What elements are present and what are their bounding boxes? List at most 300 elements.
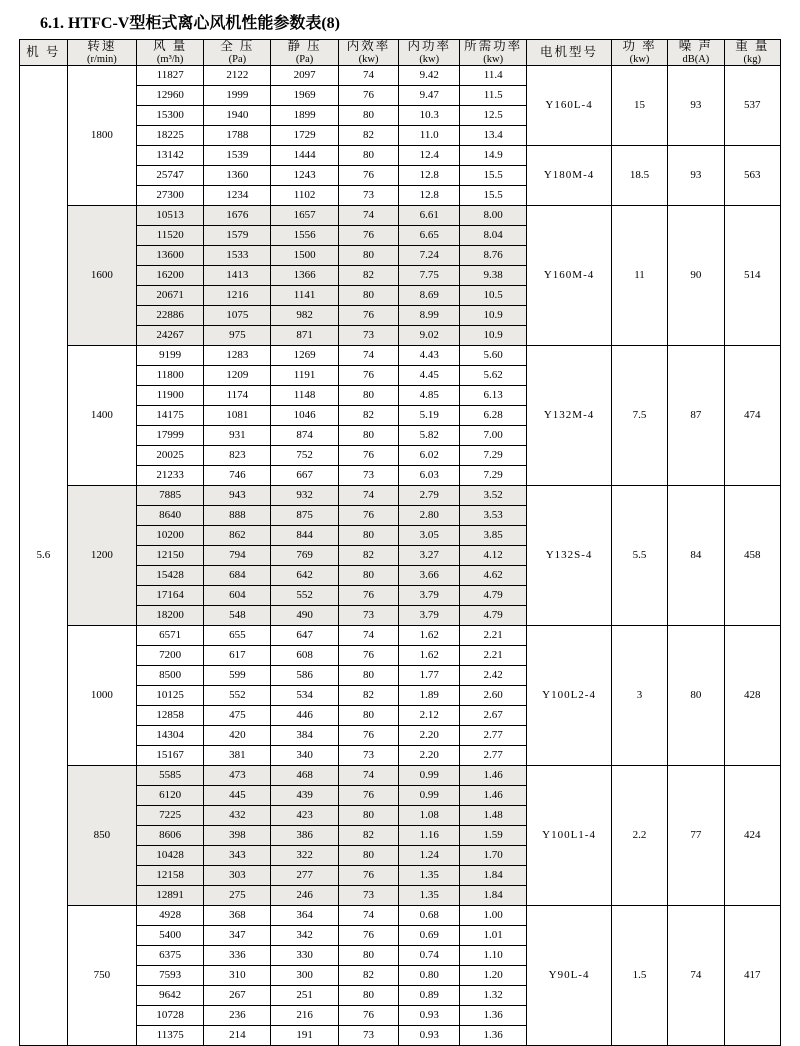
cell-noise: 74 bbox=[668, 906, 724, 1046]
cell-weight: 424 bbox=[724, 766, 780, 906]
cell-required-power: 15.5 bbox=[460, 166, 527, 186]
cell-total-pressure: 684 bbox=[204, 566, 271, 586]
cell-total-pressure: 746 bbox=[204, 466, 271, 486]
cell-internal-power: 4.43 bbox=[399, 346, 460, 366]
header-cell-internal-power bbox=[399, 40, 460, 66]
cell-internal-efficiency: 80 bbox=[338, 566, 399, 586]
cell-internal-efficiency: 80 bbox=[338, 706, 399, 726]
cell-internal-power: 2.20 bbox=[399, 746, 460, 766]
cell-static-pressure: 534 bbox=[271, 686, 338, 706]
cell-total-pressure: 931 bbox=[204, 426, 271, 446]
cell-motor-model: Y100L2-4 bbox=[527, 626, 612, 766]
cell-required-power: 10.9 bbox=[460, 326, 527, 346]
cell-required-power: 12.5 bbox=[460, 106, 527, 126]
cell-internal-efficiency: 74 bbox=[338, 766, 399, 786]
cell-required-power: 3.85 bbox=[460, 526, 527, 546]
cell-total-pressure: 552 bbox=[204, 686, 271, 706]
cell-internal-efficiency: 74 bbox=[338, 346, 399, 366]
cell-required-power: 1.70 bbox=[460, 846, 527, 866]
cell-total-pressure: 1234 bbox=[204, 186, 271, 206]
cell-internal-power: 7.75 bbox=[399, 266, 460, 286]
cell-noise: 90 bbox=[668, 206, 724, 346]
cell-weight: 474 bbox=[724, 346, 780, 486]
table-row bbox=[20, 626, 781, 646]
cell-static-pressure: 932 bbox=[271, 486, 338, 506]
cell-internal-efficiency: 80 bbox=[338, 106, 399, 126]
cell-speed: 850 bbox=[67, 766, 136, 906]
cell-internal-efficiency: 76 bbox=[338, 1006, 399, 1026]
cell-internal-efficiency: 73 bbox=[338, 186, 399, 206]
cell-total-pressure: 975 bbox=[204, 326, 271, 346]
cell-required-power: 7.29 bbox=[460, 446, 527, 466]
cell-static-pressure: 982 bbox=[271, 306, 338, 326]
header-cell-airflow bbox=[137, 40, 204, 66]
header-cell-noise bbox=[668, 40, 724, 66]
cell-internal-efficiency: 80 bbox=[338, 246, 399, 266]
cell-total-pressure: 336 bbox=[204, 946, 271, 966]
cell-total-pressure: 368 bbox=[204, 906, 271, 926]
cell-required-power: 10.5 bbox=[460, 286, 527, 306]
cell-static-pressure: 423 bbox=[271, 806, 338, 826]
cell-internal-power: 4.85 bbox=[399, 386, 460, 406]
cell-airflow: 16200 bbox=[137, 266, 204, 286]
cell-internal-efficiency: 82 bbox=[338, 966, 399, 986]
cell-internal-efficiency: 76 bbox=[338, 866, 399, 886]
cell-motor-model: Y160L-4 bbox=[527, 66, 612, 146]
cell-internal-power: 8.99 bbox=[399, 306, 460, 326]
cell-static-pressure: 340 bbox=[271, 746, 338, 766]
cell-internal-efficiency: 76 bbox=[338, 446, 399, 466]
cell-internal-efficiency: 76 bbox=[338, 306, 399, 326]
cell-total-pressure: 236 bbox=[204, 1006, 271, 1026]
cell-required-power: 14.9 bbox=[460, 146, 527, 166]
cell-weight: 428 bbox=[724, 626, 780, 766]
cell-required-power: 6.28 bbox=[460, 406, 527, 426]
cell-airflow: 20025 bbox=[137, 446, 204, 466]
cell-motor-model: Y132M-4 bbox=[527, 346, 612, 486]
cell-motor-power: 3 bbox=[611, 626, 667, 766]
cell-internal-power: 6.02 bbox=[399, 446, 460, 466]
cell-total-pressure: 381 bbox=[204, 746, 271, 766]
cell-required-power: 1.01 bbox=[460, 926, 527, 946]
cell-speed: 1000 bbox=[67, 626, 136, 766]
cell-internal-power: 2.80 bbox=[399, 506, 460, 526]
cell-required-power: 3.53 bbox=[460, 506, 527, 526]
cell-required-power: 11.4 bbox=[460, 66, 527, 86]
cell-internal-efficiency: 73 bbox=[338, 886, 399, 906]
cell-required-power: 2.21 bbox=[460, 626, 527, 646]
cell-airflow: 6375 bbox=[137, 946, 204, 966]
header-cell-total-pressure bbox=[204, 40, 271, 66]
header-line2: (kw) bbox=[483, 54, 504, 66]
cell-internal-efficiency: 73 bbox=[338, 746, 399, 766]
table-header bbox=[20, 40, 781, 66]
cell-internal-efficiency: 74 bbox=[338, 626, 399, 646]
cell-motor-power: 5.5 bbox=[611, 486, 667, 626]
cell-static-pressure: 1729 bbox=[271, 126, 338, 146]
cell-static-pressure: 446 bbox=[271, 706, 338, 726]
cell-total-pressure: 1216 bbox=[204, 286, 271, 306]
cell-internal-power: 5.82 bbox=[399, 426, 460, 446]
cell-motor-power: 7.5 bbox=[611, 346, 667, 486]
cell-airflow: 24267 bbox=[137, 326, 204, 346]
cell-internal-efficiency: 82 bbox=[338, 686, 399, 706]
cell-airflow: 11520 bbox=[137, 226, 204, 246]
cell-internal-power: 0.93 bbox=[399, 1006, 460, 1026]
cell-static-pressure: 468 bbox=[271, 766, 338, 786]
cell-internal-efficiency: 76 bbox=[338, 86, 399, 106]
cell-static-pressure: 246 bbox=[271, 886, 338, 906]
cell-static-pressure: 608 bbox=[271, 646, 338, 666]
cell-internal-efficiency: 82 bbox=[338, 546, 399, 566]
cell-airflow: 6571 bbox=[137, 626, 204, 646]
cell-airflow: 11827 bbox=[137, 66, 204, 86]
cell-internal-power: 6.61 bbox=[399, 206, 460, 226]
cell-required-power: 4.62 bbox=[460, 566, 527, 586]
cell-static-pressure: 216 bbox=[271, 1006, 338, 1026]
cell-noise: 93 bbox=[668, 66, 724, 146]
cell-airflow: 8500 bbox=[137, 666, 204, 686]
header-line1: 静 压 bbox=[287, 39, 322, 53]
cell-noise: 87 bbox=[668, 346, 724, 486]
cell-speed: 750 bbox=[67, 906, 136, 1046]
cell-static-pressure: 874 bbox=[271, 426, 338, 446]
cell-required-power: 4.12 bbox=[460, 546, 527, 566]
cell-total-pressure: 1081 bbox=[204, 406, 271, 426]
cell-internal-power: 8.69 bbox=[399, 286, 460, 306]
cell-required-power: 6.13 bbox=[460, 386, 527, 406]
cell-total-pressure: 1940 bbox=[204, 106, 271, 126]
cell-internal-efficiency: 82 bbox=[338, 126, 399, 146]
table-body bbox=[20, 66, 781, 1046]
cell-static-pressure: 552 bbox=[271, 586, 338, 606]
cell-static-pressure: 1366 bbox=[271, 266, 338, 286]
cell-internal-power: 1.35 bbox=[399, 866, 460, 886]
cell-required-power: 9.38 bbox=[460, 266, 527, 286]
cell-airflow: 12150 bbox=[137, 546, 204, 566]
header-line2: (Pa) bbox=[228, 54, 247, 66]
cell-required-power: 11.5 bbox=[460, 86, 527, 106]
cell-airflow: 12960 bbox=[137, 86, 204, 106]
cell-static-pressure: 844 bbox=[271, 526, 338, 546]
cell-required-power: 2.21 bbox=[460, 646, 527, 666]
cell-motor-model: Y90L-4 bbox=[527, 906, 612, 1046]
cell-internal-power: 2.79 bbox=[399, 486, 460, 506]
cell-internal-efficiency: 80 bbox=[338, 666, 399, 686]
cell-static-pressure: 386 bbox=[271, 826, 338, 846]
cell-total-pressure: 1413 bbox=[204, 266, 271, 286]
cell-internal-power: 0.93 bbox=[399, 1026, 460, 1046]
cell-static-pressure: 251 bbox=[271, 986, 338, 1006]
cell-required-power: 1.46 bbox=[460, 786, 527, 806]
cell-internal-power: 7.24 bbox=[399, 246, 460, 266]
header-line1: 功 率 bbox=[622, 39, 657, 53]
cell-required-power: 2.67 bbox=[460, 706, 527, 726]
cell-total-pressure: 1174 bbox=[204, 386, 271, 406]
cell-airflow: 11375 bbox=[137, 1026, 204, 1046]
cell-airflow: 5400 bbox=[137, 926, 204, 946]
table-row bbox=[20, 906, 781, 926]
cell-internal-efficiency: 73 bbox=[338, 606, 399, 626]
table-row bbox=[20, 346, 781, 366]
cell-noise: 80 bbox=[668, 626, 724, 766]
cell-static-pressure: 1148 bbox=[271, 386, 338, 406]
cell-internal-efficiency: 73 bbox=[338, 1026, 399, 1046]
cell-total-pressure: 1676 bbox=[204, 206, 271, 226]
cell-total-pressure: 1579 bbox=[204, 226, 271, 246]
cell-motor-model: Y180M-4 bbox=[527, 146, 612, 206]
header-line1: 机 号 bbox=[26, 44, 61, 59]
header-cell-required-power bbox=[460, 40, 527, 66]
cell-internal-power: 2.20 bbox=[399, 726, 460, 746]
cell-airflow: 8606 bbox=[137, 826, 204, 846]
cell-total-pressure: 310 bbox=[204, 966, 271, 986]
cell-airflow: 18200 bbox=[137, 606, 204, 626]
cell-motor-model: Y100L1-4 bbox=[527, 766, 612, 906]
cell-airflow: 17999 bbox=[137, 426, 204, 446]
cell-airflow: 22886 bbox=[137, 306, 204, 326]
cell-airflow: 10728 bbox=[137, 1006, 204, 1026]
cell-airflow: 13142 bbox=[137, 146, 204, 166]
cell-airflow: 7593 bbox=[137, 966, 204, 986]
cell-static-pressure: 642 bbox=[271, 566, 338, 586]
cell-required-power: 15.5 bbox=[460, 186, 527, 206]
cell-static-pressure: 1243 bbox=[271, 166, 338, 186]
header-line2: (r/min) bbox=[87, 54, 117, 66]
header-line1: 重 量 bbox=[735, 39, 770, 53]
cell-internal-efficiency: 82 bbox=[338, 826, 399, 846]
cell-airflow: 11800 bbox=[137, 366, 204, 386]
cell-total-pressure: 1788 bbox=[204, 126, 271, 146]
cell-total-pressure: 617 bbox=[204, 646, 271, 666]
header-cell-static-pressure bbox=[271, 40, 338, 66]
cell-required-power: 7.29 bbox=[460, 466, 527, 486]
cell-total-pressure: 1999 bbox=[204, 86, 271, 106]
cell-static-pressure: 330 bbox=[271, 946, 338, 966]
cell-internal-power: 1.89 bbox=[399, 686, 460, 706]
cell-static-pressure: 1046 bbox=[271, 406, 338, 426]
table-row bbox=[20, 66, 781, 86]
cell-internal-power: 2.12 bbox=[399, 706, 460, 726]
cell-airflow: 10513 bbox=[137, 206, 204, 226]
cell-internal-efficiency: 76 bbox=[338, 506, 399, 526]
cell-airflow: 17164 bbox=[137, 586, 204, 606]
header-line2: (Pa) bbox=[295, 54, 314, 66]
cell-internal-efficiency: 80 bbox=[338, 526, 399, 546]
cell-total-pressure: 1533 bbox=[204, 246, 271, 266]
header-line2: (kw) bbox=[358, 54, 379, 66]
cell-airflow: 12858 bbox=[137, 706, 204, 726]
cell-internal-efficiency: 82 bbox=[338, 266, 399, 286]
cell-airflow: 27300 bbox=[137, 186, 204, 206]
cell-motor-power: 11 bbox=[611, 206, 667, 346]
cell-internal-power: 3.79 bbox=[399, 586, 460, 606]
cell-internal-efficiency: 74 bbox=[338, 486, 399, 506]
cell-airflow: 9642 bbox=[137, 986, 204, 1006]
cell-internal-power: 1.08 bbox=[399, 806, 460, 826]
header-line1: 所需功率 bbox=[464, 39, 523, 53]
cell-internal-efficiency: 74 bbox=[338, 66, 399, 86]
cell-machine-no: 5.6 bbox=[20, 66, 68, 1046]
cell-airflow: 20671 bbox=[137, 286, 204, 306]
cell-static-pressure: 300 bbox=[271, 966, 338, 986]
cell-internal-power: 11.0 bbox=[399, 126, 460, 146]
cell-internal-efficiency: 80 bbox=[338, 806, 399, 826]
cell-airflow: 10125 bbox=[137, 686, 204, 706]
cell-motor-model: Y132S-4 bbox=[527, 486, 612, 626]
cell-internal-power: 0.99 bbox=[399, 786, 460, 806]
cell-static-pressure: 277 bbox=[271, 866, 338, 886]
cell-static-pressure: 871 bbox=[271, 326, 338, 346]
cell-motor-power: 18.5 bbox=[611, 146, 667, 206]
header-cell-machine-no bbox=[20, 40, 68, 66]
cell-total-pressure: 1539 bbox=[204, 146, 271, 166]
cell-static-pressure: 1500 bbox=[271, 246, 338, 266]
header-line1: 内效率 bbox=[346, 39, 391, 53]
cell-internal-power: 3.05 bbox=[399, 526, 460, 546]
cell-total-pressure: 347 bbox=[204, 926, 271, 946]
cell-required-power: 10.9 bbox=[460, 306, 527, 326]
cell-internal-efficiency: 80 bbox=[338, 286, 399, 306]
cell-airflow: 10200 bbox=[137, 526, 204, 546]
cell-required-power: 3.52 bbox=[460, 486, 527, 506]
cell-speed: 1600 bbox=[67, 206, 136, 346]
cell-required-power: 1.84 bbox=[460, 866, 527, 886]
cell-internal-power: 0.68 bbox=[399, 906, 460, 926]
cell-required-power: 2.60 bbox=[460, 686, 527, 706]
cell-internal-power: 5.19 bbox=[399, 406, 460, 426]
cell-required-power: 2.77 bbox=[460, 726, 527, 746]
cell-static-pressure: 490 bbox=[271, 606, 338, 626]
cell-static-pressure: 439 bbox=[271, 786, 338, 806]
cell-internal-efficiency: 74 bbox=[338, 206, 399, 226]
cell-required-power: 1.20 bbox=[460, 966, 527, 986]
cell-internal-power: 1.77 bbox=[399, 666, 460, 686]
header-cell-weight bbox=[724, 40, 780, 66]
table-row bbox=[20, 766, 781, 786]
cell-internal-efficiency: 76 bbox=[338, 726, 399, 746]
cell-required-power: 8.00 bbox=[460, 206, 527, 226]
cell-internal-power: 9.02 bbox=[399, 326, 460, 346]
header-line1: 噪 声 bbox=[678, 39, 713, 53]
cell-total-pressure: 823 bbox=[204, 446, 271, 466]
cell-total-pressure: 548 bbox=[204, 606, 271, 626]
cell-total-pressure: 2122 bbox=[204, 66, 271, 86]
cell-total-pressure: 943 bbox=[204, 486, 271, 506]
cell-static-pressure: 1657 bbox=[271, 206, 338, 226]
cell-internal-efficiency: 76 bbox=[338, 646, 399, 666]
cell-internal-efficiency: 80 bbox=[338, 386, 399, 406]
cell-internal-power: 0.69 bbox=[399, 926, 460, 946]
cell-total-pressure: 275 bbox=[204, 886, 271, 906]
cell-static-pressure: 875 bbox=[271, 506, 338, 526]
cell-internal-efficiency: 80 bbox=[338, 426, 399, 446]
cell-static-pressure: 1102 bbox=[271, 186, 338, 206]
cell-internal-power: 1.62 bbox=[399, 646, 460, 666]
cell-static-pressure: 322 bbox=[271, 846, 338, 866]
cell-weight: 458 bbox=[724, 486, 780, 626]
cell-internal-power: 1.24 bbox=[399, 846, 460, 866]
fan-performance-table bbox=[19, 39, 781, 1046]
header-line1: 风 量 bbox=[153, 39, 188, 53]
cell-internal-power: 6.65 bbox=[399, 226, 460, 246]
cell-speed: 1200 bbox=[67, 486, 136, 626]
cell-total-pressure: 655 bbox=[204, 626, 271, 646]
cell-airflow: 13600 bbox=[137, 246, 204, 266]
cell-required-power: 5.62 bbox=[460, 366, 527, 386]
cell-total-pressure: 794 bbox=[204, 546, 271, 566]
cell-noise: 93 bbox=[668, 146, 724, 206]
cell-airflow: 5585 bbox=[137, 766, 204, 786]
cell-internal-power: 9.42 bbox=[399, 66, 460, 86]
cell-required-power: 8.04 bbox=[460, 226, 527, 246]
cell-internal-efficiency: 82 bbox=[338, 406, 399, 426]
cell-total-pressure: 343 bbox=[204, 846, 271, 866]
cell-total-pressure: 432 bbox=[204, 806, 271, 826]
cell-required-power: 5.60 bbox=[460, 346, 527, 366]
cell-internal-power: 0.80 bbox=[399, 966, 460, 986]
cell-required-power: 2.42 bbox=[460, 666, 527, 686]
cell-required-power: 1.36 bbox=[460, 1026, 527, 1046]
cell-internal-power: 1.35 bbox=[399, 886, 460, 906]
header-line2: (kg) bbox=[743, 54, 762, 66]
cell-speed: 1800 bbox=[67, 66, 136, 206]
cell-required-power: 1.10 bbox=[460, 946, 527, 966]
cell-internal-power: 9.47 bbox=[399, 86, 460, 106]
cell-internal-efficiency: 76 bbox=[338, 226, 399, 246]
cell-internal-power: 0.89 bbox=[399, 986, 460, 1006]
cell-total-pressure: 475 bbox=[204, 706, 271, 726]
cell-internal-power: 10.3 bbox=[399, 106, 460, 126]
cell-weight: 537 bbox=[724, 66, 780, 146]
header-line2: (kw) bbox=[419, 54, 440, 66]
cell-internal-power: 12.8 bbox=[399, 186, 460, 206]
cell-internal-power: 6.03 bbox=[399, 466, 460, 486]
cell-required-power: 1.00 bbox=[460, 906, 527, 926]
cell-internal-efficiency: 76 bbox=[338, 166, 399, 186]
cell-static-pressure: 364 bbox=[271, 906, 338, 926]
cell-airflow: 25747 bbox=[137, 166, 204, 186]
cell-total-pressure: 303 bbox=[204, 866, 271, 886]
cell-required-power: 1.36 bbox=[460, 1006, 527, 1026]
cell-internal-power: 1.62 bbox=[399, 626, 460, 646]
cell-weight: 514 bbox=[724, 206, 780, 346]
cell-noise: 84 bbox=[668, 486, 724, 626]
cell-total-pressure: 267 bbox=[204, 986, 271, 1006]
cell-airflow: 4928 bbox=[137, 906, 204, 926]
cell-total-pressure: 445 bbox=[204, 786, 271, 806]
cell-motor-model: Y160M-4 bbox=[527, 206, 612, 346]
cell-speed: 1400 bbox=[67, 346, 136, 486]
cell-static-pressure: 1556 bbox=[271, 226, 338, 246]
cell-airflow: 14175 bbox=[137, 406, 204, 426]
cell-static-pressure: 1141 bbox=[271, 286, 338, 306]
cell-motor-power: 15 bbox=[611, 66, 667, 146]
cell-static-pressure: 667 bbox=[271, 466, 338, 486]
cell-internal-efficiency: 76 bbox=[338, 786, 399, 806]
cell-airflow: 15428 bbox=[137, 566, 204, 586]
cell-motor-power: 2.2 bbox=[611, 766, 667, 906]
cell-internal-power: 1.16 bbox=[399, 826, 460, 846]
cell-internal-efficiency: 76 bbox=[338, 366, 399, 386]
cell-total-pressure: 473 bbox=[204, 766, 271, 786]
cell-static-pressure: 1969 bbox=[271, 86, 338, 106]
cell-internal-efficiency: 80 bbox=[338, 846, 399, 866]
cell-static-pressure: 384 bbox=[271, 726, 338, 746]
cell-airflow: 7200 bbox=[137, 646, 204, 666]
cell-static-pressure: 1269 bbox=[271, 346, 338, 366]
cell-internal-efficiency: 74 bbox=[338, 906, 399, 926]
